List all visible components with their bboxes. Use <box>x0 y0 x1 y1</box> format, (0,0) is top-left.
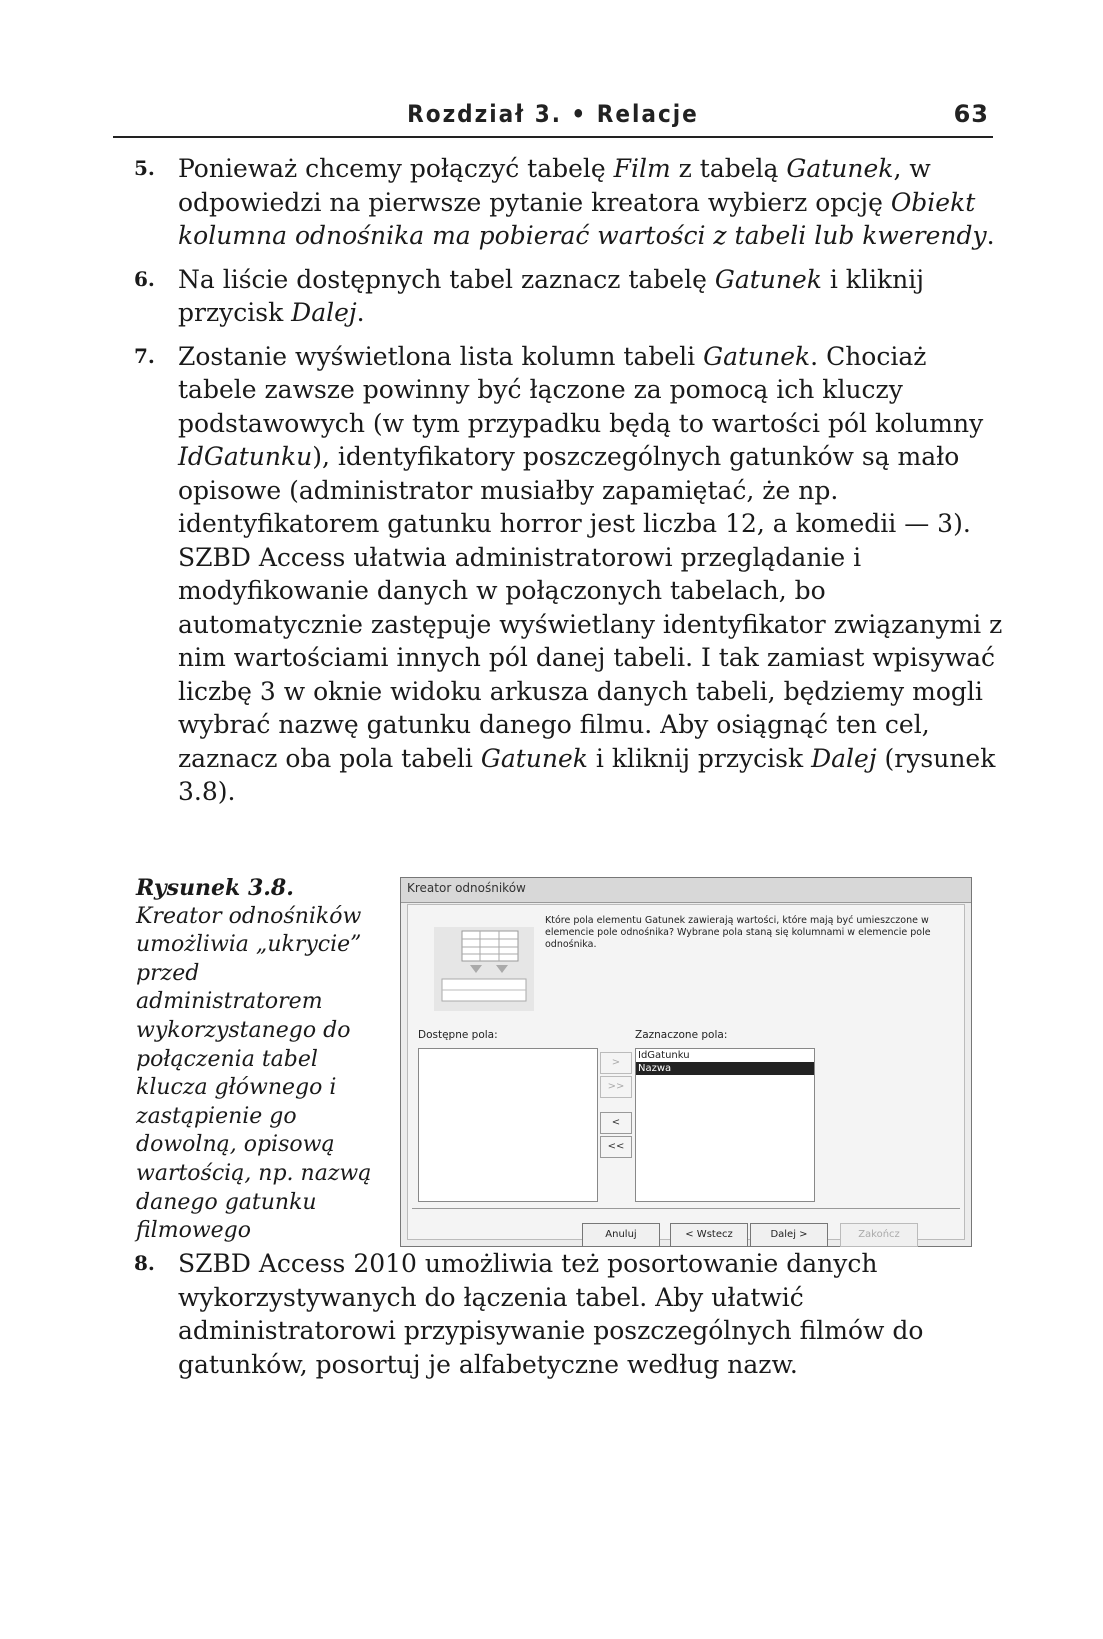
text-run: Ponieważ chcemy połączyć tabelę <box>178 154 614 183</box>
back-button[interactable]: < Wstecz <box>670 1223 748 1247</box>
text-run: (rysunek 3.8). <box>178 743 996 806</box>
step-text <box>178 263 1004 330</box>
italic-term: Gatunek <box>703 341 811 371</box>
dialog-body <box>407 904 965 1240</box>
move-all-left-button[interactable]: << <box>600 1136 632 1158</box>
figure-caption <box>136 874 386 1246</box>
step-number: 7. <box>134 343 155 368</box>
figure-caption-title: Rysunek 3.8. <box>136 875 294 901</box>
move-one-left-button[interactable]: < <box>600 1112 632 1134</box>
italic-term: IdGatunku <box>178 442 313 471</box>
finish-button[interactable]: Zakończ <box>840 1223 918 1247</box>
text-run: ), identyfikatory poszczególnych gatunków są mało opisowe (administrator musiałby zapamiętać, że np. identyfikatorem gatunku horror jest liczba 12, a komedii — 3). SZBD Access ułatwia administratorowi przeglądanie i modyfikowanie danych w połączonych tabelach, bo automatycznie zastępuje wyświetlany identyfikator związanymi z nim wartościami innych pól danej tabeli. I tak zamiast wpisywać liczbę 3 w oknie widoku arkusza danych tabeli, będziemy mogli wybrać nazwę gatunku danego filmu. Aby osiągnąć ten cel, zaznacz oba pola tabeli <box>178 442 1003 773</box>
available-fields-list[interactable] <box>418 1048 598 1202</box>
text-run: SZBD Access 2010 umożliwia też posortowanie danych wykorzystywanych do łączenia tabel. Aby ułatwić administratorowi przypisywanie poszczególnych filmów do gatunków, posortuj je alfabetyczne według nazw. <box>178 1249 924 1379</box>
selected-fields-label: Zaznaczone pola: <box>635 1029 728 1041</box>
steps-list-bottom <box>134 1247 1004 1391</box>
text-run: . <box>356 298 365 327</box>
dialog-separator <box>412 1208 960 1209</box>
move-one-right-button[interactable]: > <box>600 1052 632 1074</box>
text-run: i kliknij przycisk <box>178 264 924 327</box>
cancel-button[interactable]: Anuluj <box>582 1223 660 1247</box>
list-item <box>134 340 1004 809</box>
list-item <box>134 152 1004 253</box>
selected-field-item-highlighted[interactable]: Nazwa <box>636 1062 814 1075</box>
italic-term: Dalej <box>811 743 877 773</box>
italic-term: Film <box>613 154 671 183</box>
selected-fields-list[interactable] <box>635 1048 815 1202</box>
dialog-title: Kreator odnośników <box>407 881 526 895</box>
step-text <box>178 1247 1004 1381</box>
page-number: 63 <box>953 100 989 128</box>
text-run: Zostanie wyświetlona lista kolumn tabeli <box>178 341 704 371</box>
italic-term: Obiekt kolumna odnośnika ma pobierać wartości z tabeli lub kwerendy <box>178 187 987 250</box>
step-number: 5. <box>134 156 155 180</box>
italic-term: Dalej <box>291 298 357 327</box>
running-header <box>113 96 993 138</box>
step-text <box>178 340 1004 809</box>
text-run: . <box>986 221 995 250</box>
list-item <box>134 1247 1004 1381</box>
figure-caption-text: Kreator odnośników umożliwia „ukrycie” przed administratorem wykorzystanego do połączenia tabel klucza głównego i zastąpienie go dowolną, opisową wartością, np. nazwą danego gatunku filmowego <box>136 903 372 1244</box>
step-number: 8. <box>134 1251 155 1275</box>
italic-term: Gatunek <box>714 264 822 294</box>
step-number: 6. <box>134 266 155 291</box>
selected-field-item[interactable]: IdGatunku <box>638 1050 690 1061</box>
text-run: , w odpowiedzi na pierwsze pytanie kreatora wybierz opcję <box>178 154 931 217</box>
text-run: z tabelą <box>670 154 787 183</box>
chapter-title: Rozdział 3. • Relacje <box>407 100 699 128</box>
dialog-titlebar[interactable] <box>401 878 971 903</box>
available-fields-label: Dostępne pola: <box>418 1029 498 1041</box>
list-item <box>134 263 1004 330</box>
italic-term: Gatunek <box>480 743 588 773</box>
dialog-description: Które pola elementu Gatunek zawierają wartości, które mają być umieszczone w elemencie pole odnośnika? Wybrane pola staną się kolumnami w elemencie pole odnośnika. <box>545 915 931 950</box>
steps-list-top <box>134 152 1004 819</box>
italic-term: Gatunek <box>786 154 894 183</box>
text-run: . Chociaż tabele zawsze powinny być łączone za pomocą ich kluczy podstawowych (w tym przypadku będą to wartości pól kolumny <box>178 341 984 438</box>
lookup-wizard-dialog <box>400 877 972 1247</box>
move-all-right-button[interactable]: >> <box>600 1076 632 1098</box>
text-run: Na liście dostępnych tabel zaznacz tabelę <box>178 264 715 294</box>
wizard-illustration-icon <box>434 927 534 1011</box>
step-text <box>178 152 1004 253</box>
next-button[interactable]: Dalej > <box>750 1223 828 1247</box>
text-run: i kliknij przycisk <box>587 743 812 773</box>
